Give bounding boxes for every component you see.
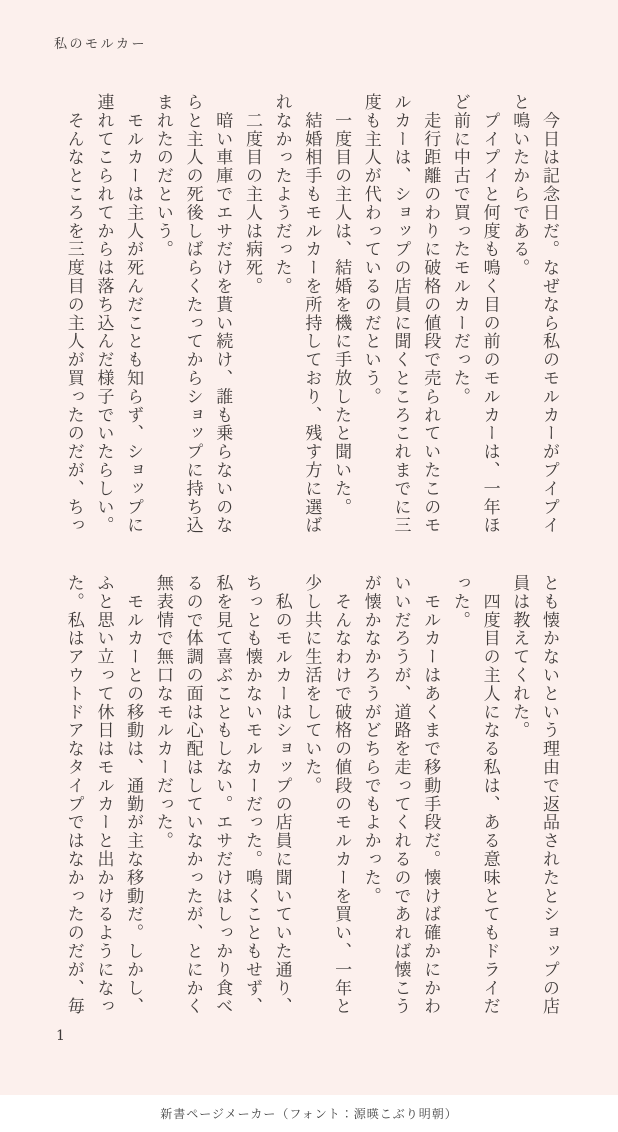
text-line: いいだろうが、道路を走ってくれるのであれば懐こう bbox=[390, 574, 411, 1016]
text-line: モルカーは主人が死んだことも知らず、ショップに bbox=[123, 93, 144, 535]
text-line: 二度目の主人は病死。 bbox=[241, 93, 262, 296]
text-line: 度も主人が代わっているのだという。 bbox=[360, 93, 381, 406]
text-line: ど前に中古で買ったモルカーだった。 bbox=[449, 93, 470, 406]
text-line: 私のモルカーはショップの店員に聞いていた通り、 bbox=[271, 574, 292, 1016]
text-line: とも懐かないという理由で返品されたとショップの店 bbox=[539, 574, 559, 1016]
vertical-text-block-bottom bbox=[58, 574, 563, 1020]
text-line: モルカーとの移動は、通勤が主な移動だ。しかし、 bbox=[123, 574, 144, 1016]
text-line: 暗い車庫でエサだけを貰い続け、誰も乗らないのな bbox=[212, 93, 233, 535]
footer-credit-text: 新書ページメーカー（フォント：源暎こぶり明朝） bbox=[160, 1107, 458, 1121]
text-line: そんなところを三度目の主人が買ったのだが、ちっ bbox=[63, 93, 84, 535]
text-line: 無表情で無口なモルカーだった。 bbox=[152, 574, 173, 850]
text-line: 結婚相手もモルカーを所持しており、残す方に選ば bbox=[301, 93, 322, 535]
text-line: 連れてこられてからは落ち込んだ様子でいたらしい。 bbox=[93, 93, 114, 535]
text-line: ちっとも懐かないモルカーだった。鳴くこともせず、 bbox=[241, 574, 262, 1016]
text-line: 員は教えてくれた。 bbox=[509, 574, 530, 740]
text-line: 私を見て喜ぶこともしない。エサだけはしっかり食べ bbox=[212, 574, 233, 1016]
text-line: そんなわけで破格の値段のモルカーを買い、一年と bbox=[331, 574, 352, 1016]
text-line: プイプイと何度も鳴く目の前のモルカーは、一年ほ bbox=[479, 93, 500, 535]
text-line: ルカーは、ショップの店員に聞くところこれまでに三 bbox=[390, 93, 411, 535]
vertical-text-block-top bbox=[58, 93, 563, 539]
text-line: 今日は記念日だ。なぜなら私のモルカーがプイプイ bbox=[539, 93, 559, 535]
text-line: まれたのだという。 bbox=[152, 93, 173, 259]
text-line: モルカーはあくまで移動手段だ。懐けば確かにかわ bbox=[420, 574, 441, 1016]
running-head-title: 私のモルカー bbox=[54, 37, 148, 52]
text-line: と鳴いたからである。 bbox=[509, 93, 530, 277]
text-line: た。私はアウトドアなタイプではなかったのだが、毎 bbox=[63, 574, 84, 1016]
footer-bar bbox=[0, 1095, 618, 1132]
text-line: 一度目の主人は、結婚を機に手放したと聞いた。 bbox=[331, 93, 352, 517]
text-line: るので体調の面は心配はしていなかったが、とにかく bbox=[182, 574, 203, 1016]
text-line: が懐かなかろうがどちらでもよかった。 bbox=[360, 574, 381, 906]
text-line: った。 bbox=[449, 574, 470, 630]
text-line: らと主人の死後しばらくたってからショップに持ち込 bbox=[182, 93, 203, 535]
text-line: ふと思い立って休日はモルカーと出かけるようになっ bbox=[93, 574, 114, 1016]
text-line: れなかったようだった。 bbox=[271, 93, 292, 296]
text-line: 少し共に生活をしていた。 bbox=[301, 574, 322, 795]
text-line: 四度目の主人になる私は、ある意味とてもドライだ bbox=[479, 574, 500, 1016]
page-number: 1 bbox=[56, 1028, 65, 1044]
text-line: 走行距離のわりに破格の値段で売られていたこのモ bbox=[420, 93, 441, 535]
